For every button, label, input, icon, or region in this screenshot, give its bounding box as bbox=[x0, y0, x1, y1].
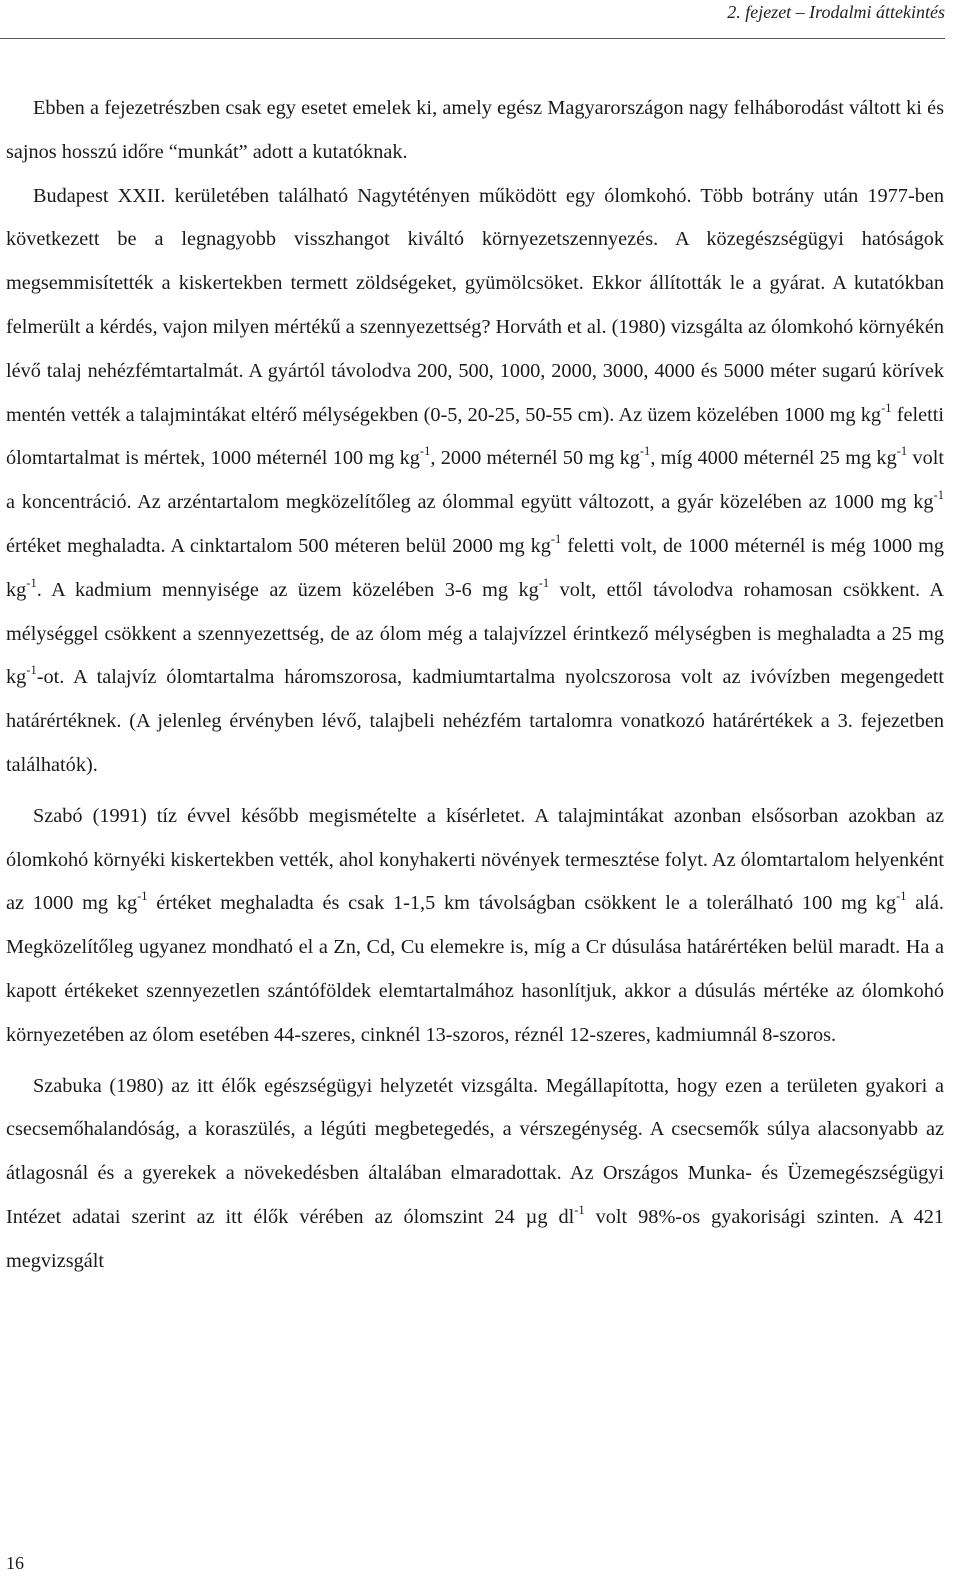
unit-exponent: -1 bbox=[639, 444, 651, 459]
text-run: alá. Megközelítőleg ugyanez mondható el a Zn, Cd, Cu elemekre is, míg a Cr dúsulása határértéken belül maradt. Ha a kapott értékeket szennyezetlen szántóföldek elemtartalmához hasonlítjuk, akkor a dúsulás mértéke az ólomkohó környezetében az ólom esetében 44-szeres, cinknél 13-szoros, réznél 12-szeres, kadmiumnál 8-szoros. bbox=[6, 892, 945, 1046]
unit-exponent: -1 bbox=[896, 889, 907, 904]
text-run: , 2000 méternél 50 mg kg bbox=[430, 447, 640, 470]
text-run: értéket meghaladta. A cinktartalom 500 méteren belül 2000 mg kg bbox=[6, 534, 551, 557]
paragraph bbox=[6, 87, 944, 175]
text-run: Ebben a fejezetrészben csak egy esetet emelek ki, amely egész Magyarországon nagy felháborodást váltott ki és sajnos hosszú időre “munkát” adott a kutatóknak. bbox=[6, 97, 944, 163]
text-run: volt 98%-os gyakorisági szinten. A 421 megvizsgált bbox=[6, 1205, 944, 1272]
text-run: volt, ettől távolodva rohamosan csökkent. A mélységgel csökkent a szennyezettség, de az ólom még a talajvízzel érintkező mélységben is meghaladta a 25 mg kg bbox=[6, 578, 945, 689]
text-run: feletti ólomtartalmat is mértek, 1000 méternél 100 mg kg bbox=[6, 403, 944, 470]
unit-exponent: -1 bbox=[574, 1202, 585, 1217]
text-run: Szabó (1991) tíz évvel később megismételte a kísérletet. A talajmintákat azonban elsősorban azokban az ólomkohó környéki kiskertekben vették, ahol konyhakerti növények termesztése folyt. Az ólomtartalom helyenként az 1000 mg kg bbox=[6, 804, 944, 915]
text-run: értéket meghaladta és csak 1-1,5 km távolságban csökkent le a tolerálható 100 mg kg bbox=[147, 892, 897, 915]
paragraph bbox=[6, 175, 944, 788]
body-text bbox=[6, 87, 944, 1284]
unit-exponent: -1 bbox=[881, 400, 892, 415]
text-run: . A kadmium mennyisége az üzem közelében 3-6 mg kg bbox=[36, 578, 539, 601]
text-run: volt a koncentráció. Az arzéntartalom megközelítőleg az ólommal együtt változott, a gyár közelében az 1000 mg kg bbox=[6, 447, 944, 514]
chapter-title: 2. fejezet – Irodalmi áttekintés bbox=[727, 2, 945, 22]
text-run: feletti volt, de 1000 méternél is még 1000 mg kg bbox=[6, 534, 944, 601]
unit-exponent: -1 bbox=[538, 575, 550, 590]
unit-exponent: -1 bbox=[419, 444, 431, 459]
page-number: 16 bbox=[6, 1553, 24, 1573]
running-header bbox=[0, 0, 945, 39]
unit-exponent: -1 bbox=[550, 531, 562, 546]
text-run: Budapest XXII. kerületében található Nagytétényen működött egy ólomkohó. Több botrány után 1977-ben következett be a legnagyobb visszhangot kiváltó környezetszennyezés. A közegészségügyi hatóságok megsemmisítették a kiskertekben termett zöldségeket, gyümölcsöket. Ekkor állították le a gyárat. A kutatókban felmerült a kérdés, vajon milyen mértékű a szennyezettség? Horváth et al. (1980) vizsgálta az ólomkohó környékén lévő talaj nehézfémtartalmát. A gyártól távolodva 200, 500, 1000, 2000, 3000, 4000 és 5000 méter sugarú körívek mentén vették a talajmintákat eltérő mélységekben (0-5, 20-25, 50-55 cm). Az üzem közelében 1000 mg kg bbox=[6, 184, 944, 426]
unit-exponent: -1 bbox=[896, 444, 908, 459]
paragraph bbox=[6, 795, 944, 1058]
text-run: Szabuka (1980) az itt élők egészségügyi helyzetét vizsgálta. Megállapította, hogy ezen a területen gyakori a csecsemőhalandóság, a koraszülés, a légúti megbetegedés, a vérszegénység. A csecsemők súlya alacsonyabb az átlagosnál és a gyerekek a növekedésben általában elmaradottak. Az Országos Munka- és Üzemegészségügyi Intézet adatai szerint az itt élők vérében az ólomszint 24 µg dl bbox=[6, 1074, 944, 1228]
paragraph bbox=[6, 1065, 944, 1284]
unit-exponent: -1 bbox=[26, 663, 37, 678]
unit-exponent: -1 bbox=[137, 889, 148, 904]
text-run: -ot. A talajvíz ólomtartalma háromszorosa, kadmiumtartalma nyolcszorosa volt az ivóvízben megengedett határértéknek. (A jelenleg érvényben lévő, talajbeli nehézfém tartalomra vonatkozó határértékek a 3. fejezetben találhatók). bbox=[6, 666, 944, 776]
unit-exponent: -1 bbox=[933, 488, 944, 503]
text-run: , míg 4000 méternél 25 mg kg bbox=[650, 447, 897, 470]
unit-exponent: -1 bbox=[26, 575, 37, 590]
